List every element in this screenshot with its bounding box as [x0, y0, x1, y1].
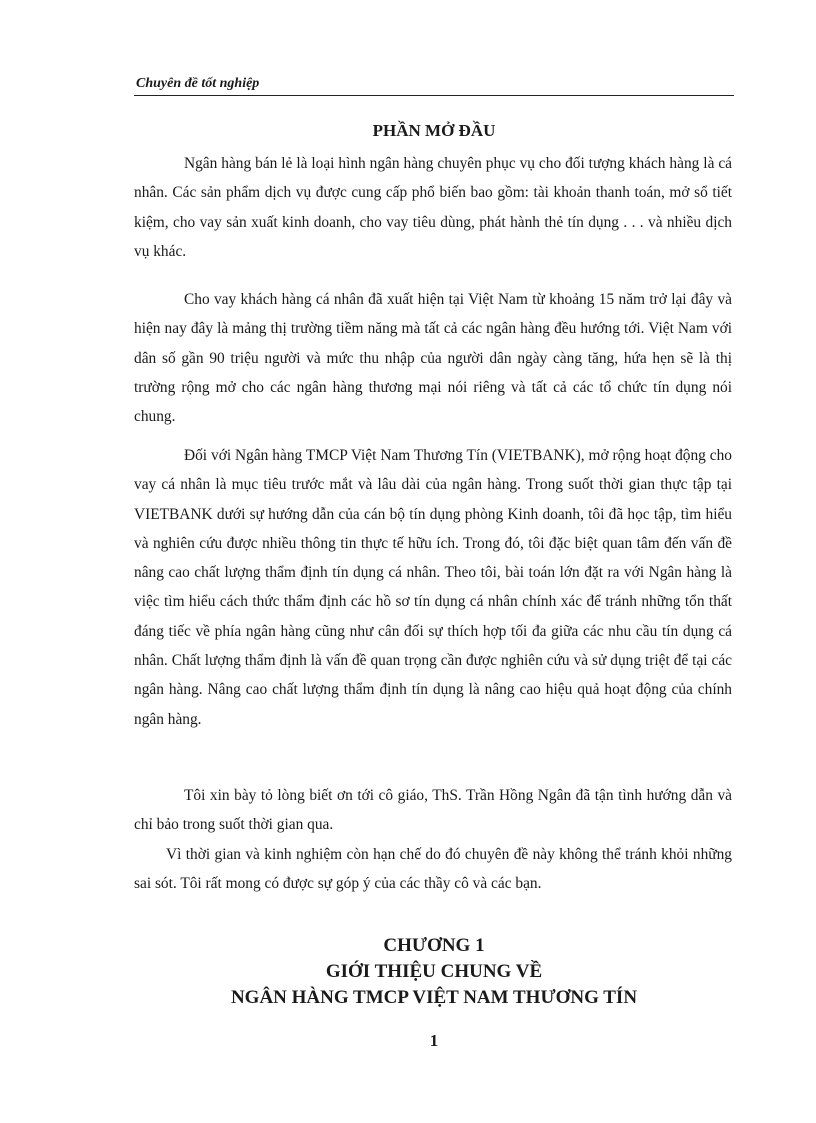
section-title: PHẦN MỞ ĐẦU	[372, 121, 496, 140]
paragraph-2: Cho vay khách hàng cá nhân đã xuất hiện tại Việt Nam từ khoảng 15 năm trở lại đây và hiện nay đây là mảng thị trường tiềm năng mà tất cả các ngân hàng đều hướng tới. Việt Nam với dân số gần 90 triệu người và mức thu nhập của người dân ngày càng tăng, hứa hẹn sẽ là thị trường rộng mở cho các ngân hàng thương mại nói riêng và tất cả các tổ chức tín dụng nói chung.	[134, 291, 732, 426]
header-divider	[134, 95, 734, 96]
page-number: 1	[429, 1031, 439, 1050]
chapter-number: CHƯƠNG 1	[383, 935, 485, 956]
paragraph-5: Vì thời gian và kinh nghiệm còn hạn chế do đó chuyên đề này không thể tránh khỏi những sai sót. Tôi rất mong có được sự góp ý của các thầy cô và các bạn.	[134, 846, 732, 893]
chapter-title-line-2: NGÂN HÀNG TMCP VIỆT NAM THƯƠNG TÍN	[230, 987, 638, 1008]
chapter-heading	[134, 933, 734, 1011]
running-header: Chuyên đề tốt nghiệp	[136, 76, 260, 91]
paragraph-1: Ngân hàng bán lẻ là loại hình ngân hàng chuyên phục vụ cho đối tượng khách hàng là cá nhân. Các sản phẩm dịch vụ được cung cấp phổ biến bao gồm: tài khoản thanh toán, mở sổ tiết kiệm, cho vay sản xuất kinh doanh, cho vay tiêu dùng, phát hành thẻ tín dụng . . . và nhiều dịch vụ khác.	[134, 155, 732, 260]
chapter-title-line-1: GIỚI THIỆU CHUNG VỀ	[325, 961, 543, 982]
paragraph-4: Tôi xin bày tỏ lòng biết ơn tới cô giáo, ThS. Trần Hồng Ngân đã tận tình hướng dẫn và chỉ bảo trong suốt thời gian qua.	[134, 787, 732, 834]
paragraph-3: Đối với Ngân hàng TMCP Việt Nam Thương Tín (VIETBANK), mở rộng hoạt động cho vay cá nhân là mục tiêu trước mắt và lâu dài của ngân hàng. Trong suốt thời gian thực tập tại VIETBANK dưới sự hướng dẫn của cán bộ tín dụng phòng Kinh doanh, tôi đã học tập, tìm hiểu và nghiên cứu được nhiều thông tin thực tế hữu ích. Trong đó, tôi đặc biệt quan tâm đến vấn đề nâng cao chất lượng thẩm định tín dụng cá nhân. Theo tôi, bài toán lớn đặt ra với Ngân hàng là việc tìm hiểu cách thức thẩm định các hồ sơ tín dụng cá nhân chính xác để tránh những tổn thất đáng tiếc về phía ngân hàng cũng như cân đối sự thích hợp tối đa giữa các nhu cầu tín dụng cá nhân. Chất lượng thẩm định là vấn đề quan trọng cần được nghiên cứu và sử dụng triệt để tại các ngân hàng. Nâng cao chất lượng thẩm định tín dụng là nâng cao hiệu quả hoạt động của chính ngân hàng.	[134, 447, 732, 728]
